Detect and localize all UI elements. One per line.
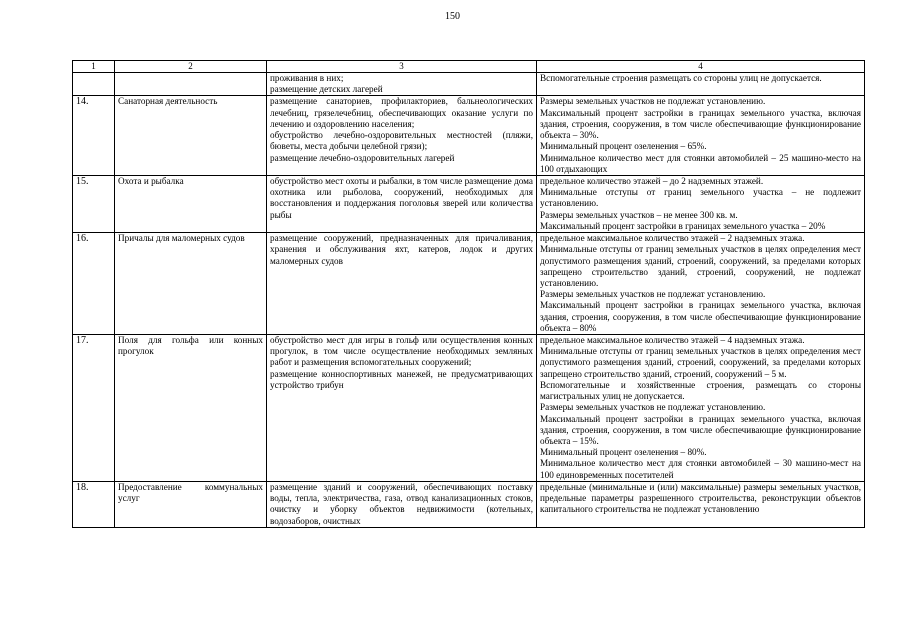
parameter-paragraph: Максимальный процент застройки в границах земельного участка, включая здания, строения, сооружения, в том числе обеспечивающие функционирование объекта – 30%.: [540, 107, 861, 141]
use-type-name: Предоставление коммунальных услуг: [115, 481, 267, 527]
use-type-name: Санаторная деятельность: [115, 96, 267, 176]
use-type-description: [267, 96, 537, 176]
table-row: [73, 233, 865, 335]
parameter-paragraph: Вспомогательные строения размещать со стороны улиц не допускается.: [540, 73, 822, 83]
parameter-paragraph: Размеры земельных участков не подлежат установлению.: [540, 96, 766, 107]
row-number: 14.: [73, 96, 115, 176]
parameter-paragraph: Максимальный процент застройки в границах земельного участка, включая здания, строения, сооружения, в том числе обеспечивающие функционирование объекта – 80%: [540, 300, 861, 333]
table-row: [73, 96, 865, 176]
parameter-paragraph: Минимальный процент озеленения – 65%.: [540, 141, 707, 152]
description-paragraph: размещение детских лагерей: [270, 84, 383, 95]
construction-parameters: [537, 96, 865, 176]
parameter-paragraph: Размеры земельных участков – не менее 300 кв. м.: [540, 209, 738, 220]
column-header: 2: [115, 61, 267, 73]
row-number: [73, 73, 115, 96]
construction-parameters: [537, 175, 865, 232]
row-number: 18.: [73, 481, 115, 527]
parameter-paragraph: предельные (минимальные и (или) максимальные) размеры земельных участков, предельные параметры разрешенного строительства, реконструкции объектов капитального строительства не подлежат установлению: [540, 481, 861, 515]
table-row: [73, 481, 865, 527]
table-row: [73, 335, 865, 482]
row-number: 17.: [73, 335, 115, 482]
parameter-paragraph: Размеры земельных участков не подлежат установлению.: [540, 289, 766, 300]
column-header: 3: [267, 61, 537, 73]
construction-parameters: [537, 233, 865, 335]
description-paragraph: размещение зданий и сооружений, обеспечивающих поставку воды, тепла, электричества, газа, отвод канализационных стоков, очистку и уборку объектов недвижимости (котельных, водозаборов, очистных: [270, 481, 533, 526]
use-type-name: [115, 73, 267, 96]
row-number: 15.: [73, 175, 115, 232]
parameter-paragraph: Максимальный процент застройки в границах земельного участка, включая здания, строения, сооружения, в том числе обеспечивающие функционирование объекта – 15%.: [540, 413, 861, 446]
use-type-description: [267, 73, 537, 96]
parameter-paragraph: Минимальные отступы от границ земельных участков в целях определения мест допустимого размещения зданий, строений, сооружений, за пределами которых запрещено строительство зданий, строений, сооружений – 5 м.: [540, 346, 861, 379]
description-paragraph: размещение лечебно-оздоровительных лагерей: [270, 152, 455, 163]
parameter-paragraph: Минимальные отступы от границ земельного участка – не подлежит установлению.: [540, 187, 861, 209]
parameter-paragraph: Максимальный процент застройки в границах земельного участка – 20%: [540, 220, 826, 231]
row-number: 16.: [73, 233, 115, 335]
description-paragraph: размещение сооружений, предназначенных для причаливания, хранения и обслуживания яхт, катеров, лодок и других маломерных судов: [270, 233, 533, 266]
construction-parameters: [537, 481, 865, 527]
description-paragraph: размещение санаториев, профилакториев, бальнеологических лечебниц, грязелечебниц, обеспечивающих оказание услуги по лечению и оздоровлению населения;: [270, 96, 533, 129]
parameter-paragraph: Минимальный процент озеленения – 80%.: [540, 447, 707, 458]
page-number: 150: [445, 11, 460, 22]
column-header: 1: [73, 61, 115, 73]
use-type-description: [267, 175, 537, 232]
use-type-description: [267, 335, 537, 482]
description-paragraph: обустройство мест охоты и рыбалки, в том числе размещение дома охотника или рыболова, сооружений, необходимых для восстановления и поддержания поголовья зверей или количества рыбы: [270, 175, 533, 220]
parameter-paragraph: предельное максимальное количество этажей – 4 надземных этажа.: [540, 335, 805, 346]
table-row: [73, 73, 865, 96]
parameter-paragraph: Размеры земельных участков не подлежат установлению.: [540, 402, 766, 413]
parameter-paragraph: предельное максимальное количество этажей – 2 надземных этажа.: [540, 233, 805, 244]
parameter-paragraph: предельное количество этажей – до 2 надземных этажей.: [540, 175, 764, 186]
use-type-name: Поля для гольфа или конных прогулок: [115, 335, 267, 482]
column-header: 4: [537, 61, 865, 73]
construction-parameters: [537, 73, 865, 96]
table-header-row: [73, 61, 865, 73]
use-type-description: [267, 233, 537, 335]
parameter-paragraph: Минимальное количество мест для стоянки автомобилей – 30 машино-мест на 100 единовременных посетителей: [540, 458, 861, 480]
description-paragraph: обустройство лечебно-оздоровительных местностей (пляжи, бюветы, места добычи целебной грязи);: [270, 130, 533, 152]
parameter-paragraph: Минимальные отступы от границ земельных участков в целях определения мест допустимого размещения зданий, строений, сооружений, за пределами которых запрещено строительство зданий, строений, сооружений, не подлежат установлению.: [540, 244, 861, 288]
regulations-table: [72, 60, 865, 528]
description-paragraph: проживания в них;: [270, 73, 344, 83]
parameter-paragraph: Минимальное количество мест для стоянки автомобилей – 25 машино-место на 100 отдыхающих: [540, 152, 861, 174]
construction-parameters: [537, 335, 865, 482]
use-type-name: Охота и рыбалка: [115, 175, 267, 232]
parameter-paragraph: Вспомогательные и хозяйственные строения, размещать со стороны магистральных улиц не допускается.: [540, 379, 861, 402]
use-type-description: [267, 481, 537, 527]
description-paragraph: обустройство мест для игры в гольф или осуществления конных прогулок, в том числе осуществление необходимых земляных работ и размещения вспомогательных сооружений;: [270, 335, 533, 368]
description-paragraph: размещение конноспортивных манежей, не предусматривающих устройство трибун: [270, 368, 533, 390]
table-row: [73, 175, 865, 232]
use-type-name: Причалы для маломерных судов: [115, 233, 267, 335]
